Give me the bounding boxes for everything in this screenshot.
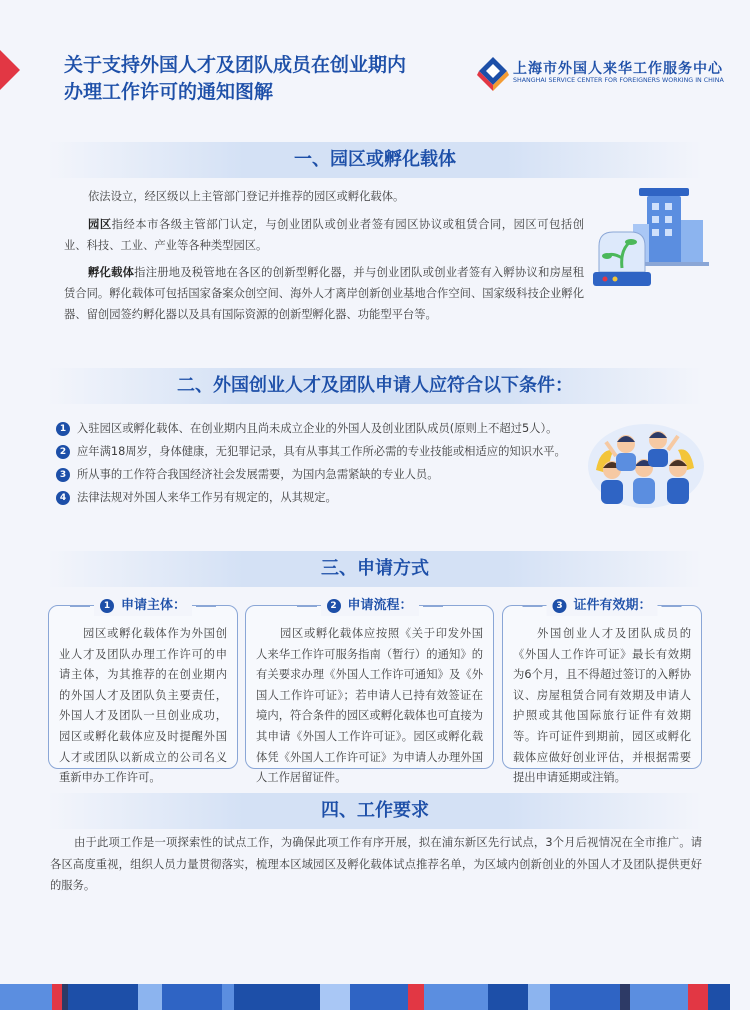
card-header — [94, 596, 192, 616]
condition-text: 应年满18周岁，身体健康，无犯罪记录，具有从事其工作所必需的专业技能或相适应的知识水平。 — [77, 445, 566, 458]
logo-chinese-name: 上海市外国人来华工作服务中心 — [513, 61, 723, 77]
organization-logo — [477, 54, 724, 94]
condition-text: 入驻园区或孵化载体、在创业期内且尚未成立企业的外国人及创业团队成员(原则上不超过5人）。 — [77, 422, 558, 435]
condition-text: 所从事的工作符合我国经济社会发展需要，为国内急需紧缺的专业人员。 — [77, 468, 439, 481]
corner-arrow-icon — [0, 50, 20, 90]
section-3-heading: 三、申请方式 — [48, 551, 702, 587]
card-text: 外国创业人才及团队成员的《外国人工作许可证》最长有效期为6个月，且不得超过签订的入孵协议、房屋租赁合同有效期及申请人护照或其他国际旅行证件有效期等。许可证件到期前，园区或孵化载体应做好创业评估，并根据需要提出申请延期或注销。 — [513, 627, 691, 785]
card-title: 申请主体： — [120, 598, 187, 613]
logo-english-name: SHANGHAI SERVICE CENTER FOR FOREIGNERS WORKING IN CHINA — [513, 77, 724, 84]
city-incubator-illustration-icon — [585, 178, 715, 308]
incubator-text: 指注册地及税管地在各区的创新型孵化器，并与创业团队或创业者签有入孵协议和房屋租赁合同。孵化载体可包括国家备案众创空间、海外人才离岸创新创业基地合作空间、国家级科技企业孵化器、留创园签约孵化器以及具有国际资源的创新型孵化器、功能型平台等。 — [64, 266, 584, 321]
section-1-park-definition — [64, 214, 584, 256]
card-number: 2 — [326, 599, 340, 613]
team-people-illustration-icon — [586, 410, 706, 510]
section-4-heading: 四、工作要求 — [48, 793, 702, 829]
card-header — [546, 596, 657, 616]
section-2-heading: 二、外国创业人才及团队申请人应符合以下条件： — [48, 368, 702, 404]
section-1-incubator-definition — [64, 262, 584, 325]
title-line-2: 办理工作许可的通知图解 — [64, 81, 274, 103]
title-line-1: 关于支持外国人才及团队成员在创业期内 — [64, 54, 407, 76]
incubator-term: 孵化载体 — [88, 266, 135, 279]
card-title: 申请流程： — [347, 598, 413, 613]
card-header — [320, 596, 418, 616]
condition-number: 2 — [56, 445, 70, 459]
condition-number: 1 — [56, 422, 70, 436]
section-4-text: 由于此项工作是一项探索性的试点工作，为确保此项工作有序开展，拟在浦东新区先行试点，3个月后视情况在全市推广。请各区高度重视，组织人员力量贯彻落实，梳理本区域园区及孵化载体试点推荐名单，为区域内创新创业的外国人才及团队提供更好的服务。 — [50, 836, 702, 892]
application-process-card — [245, 598, 494, 785]
park-text: 指经本市各级主管部门认定，与创业团队或创业者签有园区协议或租赁合同，园区可包括创业、科技、工业、产业等各种类型园区。 — [64, 218, 584, 252]
section-1-intro: 依法设立，经区级以上主管部门登记并推荐的园区或孵化载体。 — [88, 190, 405, 203]
park-term: 园区 — [88, 218, 112, 231]
condition-number: 3 — [56, 468, 70, 482]
condition-text: 法律法规对外国人来华工作另有规定的，从其规定。 — [77, 491, 337, 504]
condition-item — [56, 488, 337, 508]
condition-item — [56, 419, 557, 439]
bottom-decorative-band — [0, 984, 750, 1010]
condition-number: 4 — [56, 491, 70, 505]
condition-item — [56, 465, 439, 485]
card-text: 园区或孵化载体应按照《关于印发外国人来华工作许可服务指南（暂行）的通知》的有关要求办理《外国人工作许可通知》及《外国人工作许可证》；若申请人已持有效签证在境内，符合条件的园区或孵化载体也可直接为其申请《外国人工作许可证》。园区或孵化载体凭《外国人工作许可证》为申请人办理外国人工作居留证件。 — [256, 627, 483, 785]
card-number: 1 — [100, 599, 114, 613]
diamond-logo-icon — [477, 56, 509, 92]
card-text: 园区或孵化载体作为外国创业人才及团队办理工作许可的申请主体，为其推荐的在创业期内的外国人才及团队负主要责任，外国人才及团队一旦创业成功，园区或孵化载体应及时提醒外国人才或团队以新成立的公司名义重新申办工作许可。 — [59, 627, 227, 785]
page-title — [64, 52, 464, 106]
card-number: 3 — [552, 599, 566, 613]
application-subject-card — [48, 598, 238, 785]
condition-item — [56, 442, 566, 462]
section-1-heading: 一、园区或孵化载体 — [48, 142, 702, 178]
permit-validity-card — [502, 598, 702, 785]
card-title: 证件有效期： — [573, 598, 652, 613]
